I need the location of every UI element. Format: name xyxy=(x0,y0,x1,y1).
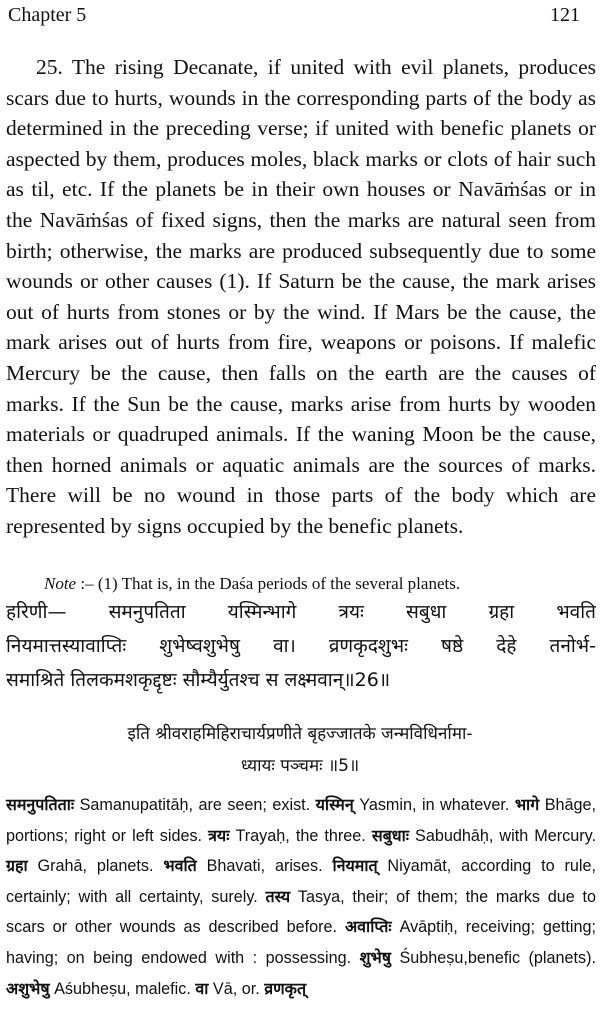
gloss-term: ग्रहा xyxy=(6,856,28,876)
gloss-term: नियमात् xyxy=(332,856,378,876)
gloss-term: भवति xyxy=(163,856,197,876)
page-header xyxy=(8,0,580,34)
glossary-paragraph xyxy=(6,790,596,1004)
gloss-term: तस्य xyxy=(265,886,291,906)
sanskrit-line-2: नियमात्तस्यावाप्तिः शुभेष्वशुभेषु वा। व्रणकृदशुभः षष्ठे देहे तनोर्भ- xyxy=(6,635,596,657)
footnote xyxy=(6,573,596,595)
sanskrit-verse xyxy=(6,595,596,697)
gloss-meaning: Sabudhāḥ, with Mercury. xyxy=(409,826,596,845)
gloss-meaning: Aśubheṣu, malefic. xyxy=(49,979,196,998)
gloss-meaning: Bhāge, portions; right or left sides. xyxy=(6,796,596,845)
gloss-meaning: Grahā, planets. xyxy=(27,857,164,876)
gloss-term: समनुपतिताः xyxy=(6,795,75,814)
gloss-term: व्रणकृत् xyxy=(264,978,307,998)
sanskrit-line-1: हरिणी— समनुपतिता यस्मिन्भागे त्रयः सबुधा ग्रहा भवति xyxy=(6,601,596,623)
page-number: 121 xyxy=(550,4,580,26)
chapter-colophon xyxy=(0,718,600,782)
gloss-meaning: Bhavati, arises. xyxy=(196,857,333,876)
gloss-meaning: Avāptiḥ, receiving; getting; having; on being endowed with : possessing. xyxy=(6,918,596,967)
gloss-term: वा xyxy=(195,978,209,998)
sanskrit-line-3: समाश्रिते तिलकमशकृद्दृष्टः सौम्यैर्युतश्च स लक्ष्मवान्॥26॥ xyxy=(6,669,391,691)
gloss-term: सबुधाः xyxy=(371,825,409,845)
gloss-term: त्रयः xyxy=(208,825,230,845)
verse-25-paragraph: 25. The rising Decanate, if united with evil planets, produces scars due to hurts, wounds in the corresponding parts of the body as determined in the preceding verse; if united with benefic planets or aspected by them, produces moles, black marks or clots of hair such as til, etc. If the planets be in their own houses or Navāṁśas or in the Navāṁśas of fixed signs, then the marks are natural seen from birth; otherwise, the marks are produced subsequently due to some wounds or other causes (1). If Saturn be the cause, the mark arises out of hurts from stones or by the wind. If Mars be the cause, the mark arises out of hurts from fire, weapons or poisons. If malefic Mercury be the cause, then falls on the earth are the causes of marks. If the Sun be the cause, marks arise from hurts by wooden materials or quadruped animals. If the waning Moon be the cause, then horned animals or aquatic animals are the sources of marks. There will be no wound in those parts of the body which are represented by signs occupied by the benefic planets. xyxy=(6,55,596,538)
colophon-line-2: ध्यायः पञ्चमः ॥5॥ xyxy=(240,756,360,776)
gloss-term: शुभेषु xyxy=(359,947,391,967)
gloss-term: भागे xyxy=(514,795,540,814)
gloss-meaning: Samanupatitāḥ, are seen; exist. xyxy=(74,796,316,814)
word-glossary xyxy=(6,790,596,1004)
gloss-term: अशुभेषु xyxy=(6,978,50,998)
gloss-meaning: Niyamāt, according to rule, certainly; with all certainty, surely. xyxy=(6,857,596,906)
gloss-meaning: Trayaḥ, the three. xyxy=(229,826,372,845)
gloss-meaning: Vā, or. xyxy=(208,979,265,998)
gloss-meaning: Yasmin, in whatever. xyxy=(353,796,515,814)
gloss-term: अवाप्तिः xyxy=(344,917,392,937)
verse-25-translation xyxy=(6,52,596,542)
gloss-meaning: Tasya, their; of them; the marks due to scars or other wounds as described before. xyxy=(6,887,596,937)
note-text: :– (1) That is, in the Daśa periods of the several planets. xyxy=(76,574,461,593)
chapter-title: Chapter 5 xyxy=(8,4,87,26)
gloss-meaning: Śubheṣu,benefic (planets). xyxy=(390,948,597,967)
note-label: Note xyxy=(44,574,77,593)
gloss-term: यस्मिन् xyxy=(315,795,354,814)
colophon-line-1: इति श्रीवराहमिहिराचार्यप्रणीते बृहज्जातके जन्मविधिर्नामा- xyxy=(127,724,473,744)
